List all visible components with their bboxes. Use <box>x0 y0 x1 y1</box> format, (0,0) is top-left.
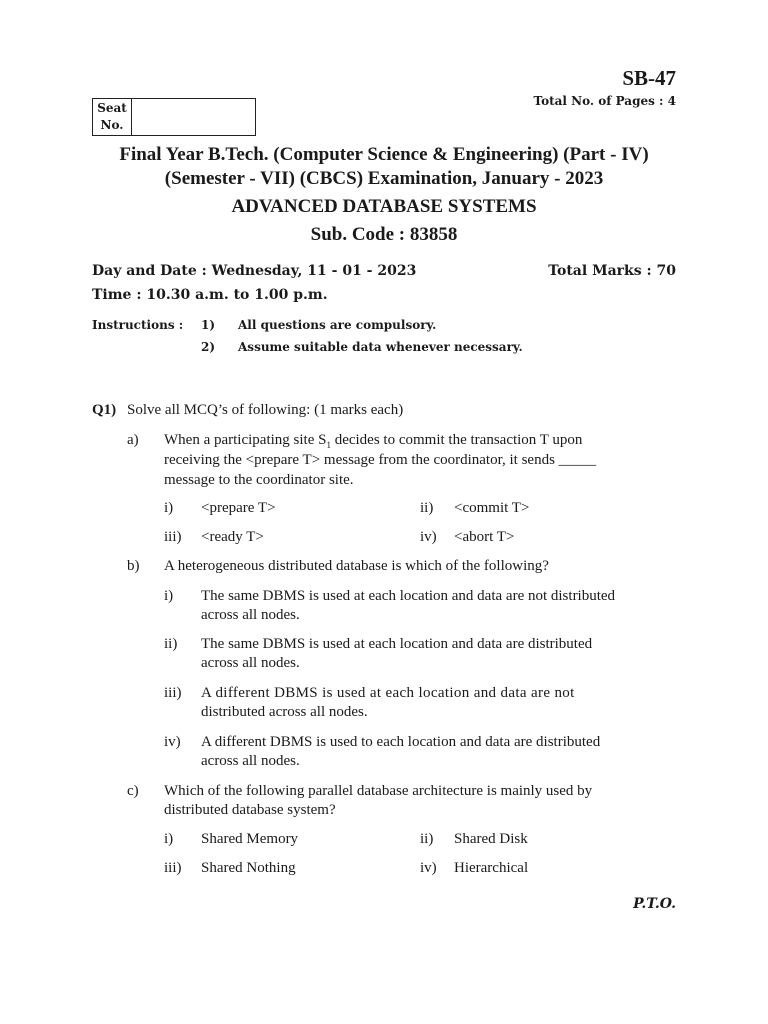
option-text: Shared Nothing <box>201 860 296 876</box>
option-number: iv) <box>164 734 181 750</box>
option-text-cont: distributed across all nodes. <box>201 704 368 720</box>
option-text: The same DBMS is used at each location and data are not distributed <box>201 588 616 604</box>
subquestion-label: c) <box>127 783 139 799</box>
option-number: iii) <box>164 685 182 701</box>
option-text-cont: across all nodes. <box>201 607 300 623</box>
option-text-cont: across all nodes. <box>201 655 300 671</box>
subquestion-label: b) <box>127 558 140 574</box>
option-text: <ready T> <box>201 529 264 545</box>
instruction-text: Assume suitable data whenever necessary. <box>238 340 523 354</box>
option-text: Hierarchical <box>454 860 529 876</box>
option-text: The same DBMS is used at each location and data are distributed <box>201 636 593 652</box>
exam-time: Time : 10.30 a.m. to 1.00 p.m. <box>92 287 328 303</box>
exam-title-line2: (Semester - VII) (CBCS) Examination, January - 2023 <box>164 168 604 189</box>
subquestion-a-line3: message to the coordinator site. <box>164 472 354 488</box>
subquestion-label: a) <box>127 432 139 448</box>
option-number: iv) <box>420 529 437 545</box>
total-pages: Total No. of Pages : 4 <box>533 94 676 108</box>
total-marks: Total Marks : 70 <box>548 263 676 279</box>
sub-code: Sub. Code : 83858 <box>310 224 458 245</box>
option-number: i) <box>164 588 174 604</box>
option-text-cont: across all nodes. <box>201 753 300 769</box>
option-text: A different DBMS is used at each location and data are not <box>201 685 575 701</box>
seat-number-box <box>92 98 256 136</box>
question-text: Solve all MCQ’s of following: (1 marks each) <box>127 402 404 418</box>
instruction-num: 1) <box>201 318 216 332</box>
seat-number-field <box>132 99 255 135</box>
seat-label <box>93 99 132 135</box>
option-number: iv) <box>420 860 437 876</box>
option-text: Shared Memory <box>201 831 299 847</box>
option-number: ii) <box>420 500 434 516</box>
option-number: ii) <box>164 636 178 652</box>
paper-code: SB-47 <box>622 66 676 90</box>
subscript: 1 <box>326 440 331 450</box>
subquestion-a-line2: receiving the <prepare T> message from the coordinator, it sends _____ <box>164 452 597 468</box>
option-text: Shared Disk <box>454 831 528 847</box>
seat-label-line2: No. <box>100 118 124 132</box>
subquestion-c-line1: Which of the following parallel database architecture is mainly used by <box>164 783 593 799</box>
subquestion-b-text: A heterogeneous distributed database is which of the following? <box>164 558 549 574</box>
subquestion-c-line2: distributed database system? <box>164 802 336 818</box>
text: decides to commit the transaction T upon <box>330 432 583 448</box>
option-number: ii) <box>420 831 434 847</box>
instruction-text: All questions are compulsory. <box>238 318 437 332</box>
question-number: Q1) <box>92 402 117 418</box>
option-number: iii) <box>164 860 182 876</box>
option-text: <prepare T> <box>201 500 276 516</box>
instruction-num: 2) <box>201 340 216 354</box>
instructions-label: Instructions : <box>92 318 184 332</box>
option-text: <abort T> <box>454 529 515 545</box>
subject-title: ADVANCED DATABASE SYSTEMS <box>231 196 537 217</box>
text: When a participating site S <box>164 432 327 448</box>
exam-title-line1: Final Year B.Tech. (Computer Science & Engineering) (Part - IV) <box>119 144 649 165</box>
option-text: A different DBMS is used to each location and data are distributed <box>201 734 601 750</box>
day-date: Day and Date : Wednesday, 11 - 01 - 2023 <box>92 263 417 279</box>
option-number: iii) <box>164 529 182 545</box>
pto-note: P.T.O. <box>633 896 676 912</box>
option-number: i) <box>164 500 174 516</box>
seat-label-line1: Seat <box>97 101 127 115</box>
option-number: i) <box>164 831 174 847</box>
option-text: <commit T> <box>454 500 530 516</box>
